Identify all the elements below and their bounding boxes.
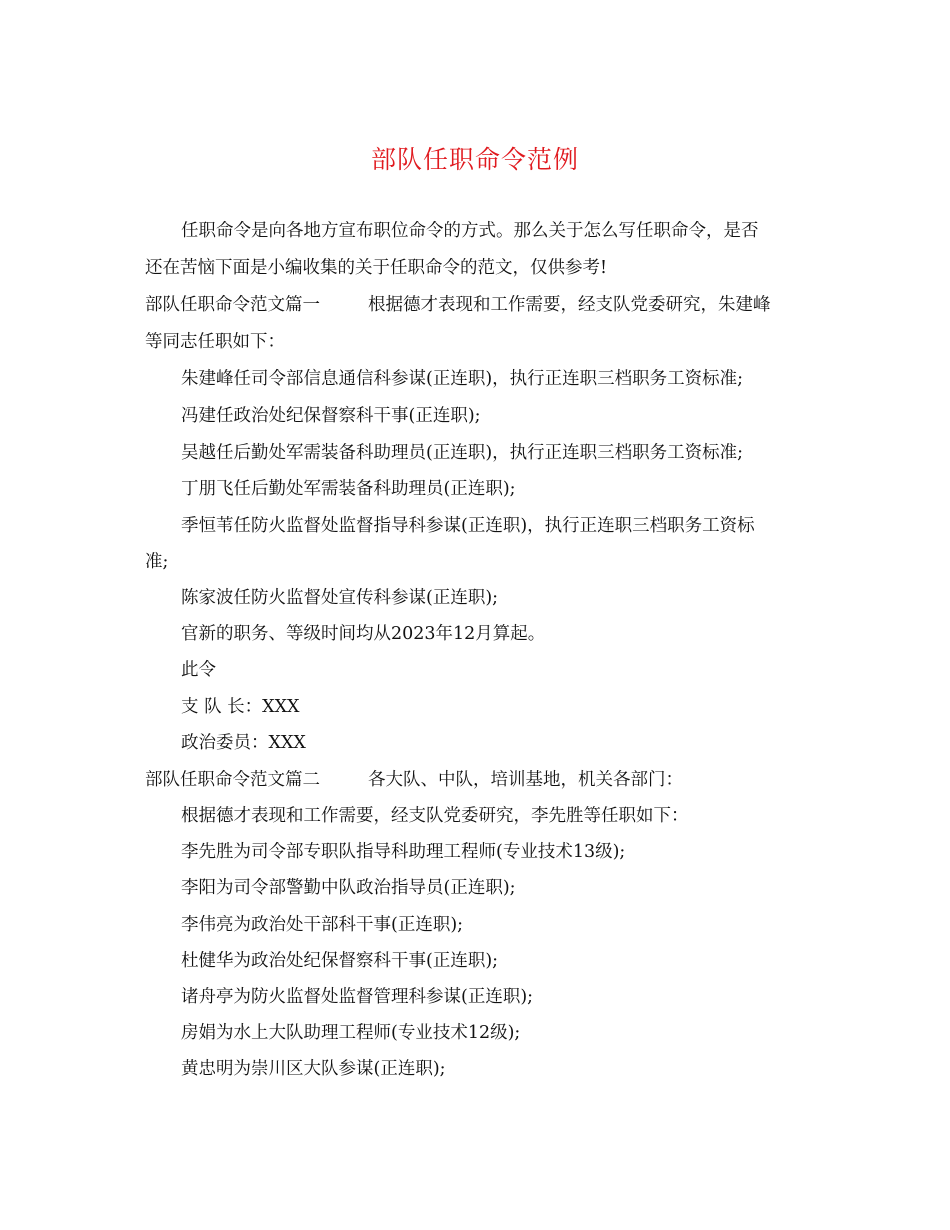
part2-heading-text: 各大队、中队，培训基地，机关各部门：	[368, 770, 683, 790]
list-item: 季恒苇任防火监督处监督指导科参谋(正连职)，执行正连职三档职务工资标	[181, 516, 755, 536]
part1-heading-text: 根据德才表现和工作需要，经支队党委研究，朱建峰	[368, 295, 771, 315]
intro-line-1: 任职命令是向各地方宣布职位命令的方式。那么关于怎么写任职命令，是否	[181, 221, 759, 241]
list-item-cont: 准;	[145, 552, 169, 572]
list-item: 李伟亮为政治处干部科干事(正连职);	[181, 915, 464, 935]
list-item: 吴越任后勤处军需装备科助理员(正连职)，执行正连职三档职务工资标准;	[181, 443, 744, 463]
document-title: 部队任职命令范例	[370, 145, 579, 174]
list-item: 朱建峰任司令部信息通信科参谋(正连职)，执行正连职三档职务工资标准;	[181, 369, 744, 389]
part2-heading-line	[145, 768, 805, 792]
intro-line-2: 还在苦恼下面是小编收集的关于任职命令的范文，仅供参考!	[145, 258, 608, 278]
list-item: 诸舟亭为防火监督处监督管理科参谋(正连职);	[181, 987, 534, 1007]
list-item: 李阳为司令部警勤中队政治指导员(正连职);	[181, 878, 516, 898]
part1-heading-cont: 等同志任职如下：	[145, 332, 285, 352]
part2-intro: 根据德才表现和工作需要，经支队党委研究，李先胜等任职如下：	[181, 806, 689, 826]
signature-commissar: 政治委员：XXX	[181, 733, 306, 753]
list-item: 冯建任政治处纪保督察科干事(正连职);	[181, 406, 481, 426]
part2-heading: 部队任职命令范文篇二	[145, 770, 320, 790]
signature-commander: 支 队 长：XXX	[181, 697, 300, 717]
list-item: 房娟为水上大队助理工程师(专业技术12级);	[181, 1023, 521, 1043]
list-item: 丁朋飞任后勤处军需装备科助理员(正连职);	[181, 479, 516, 499]
list-item: 杜健华为政治处纪保督察科干事(正连职);	[181, 951, 499, 971]
list-item: 黄忠明为崇川区大队参谋(正连职);	[181, 1059, 446, 1079]
list-item: 李先胜为司令部专职队指导科助理工程师(专业技术13级);	[181, 842, 626, 862]
effective-date-text: 官新的职务、等级时间均从2023年12月算起。	[181, 624, 546, 644]
list-item: 陈家波任防火监督处宣传科参谋(正连职);	[181, 588, 499, 608]
part1-heading: 部队任职命令范文篇一	[145, 295, 320, 315]
closing-text: 此令	[181, 660, 216, 680]
part1-heading-line	[145, 293, 805, 317]
